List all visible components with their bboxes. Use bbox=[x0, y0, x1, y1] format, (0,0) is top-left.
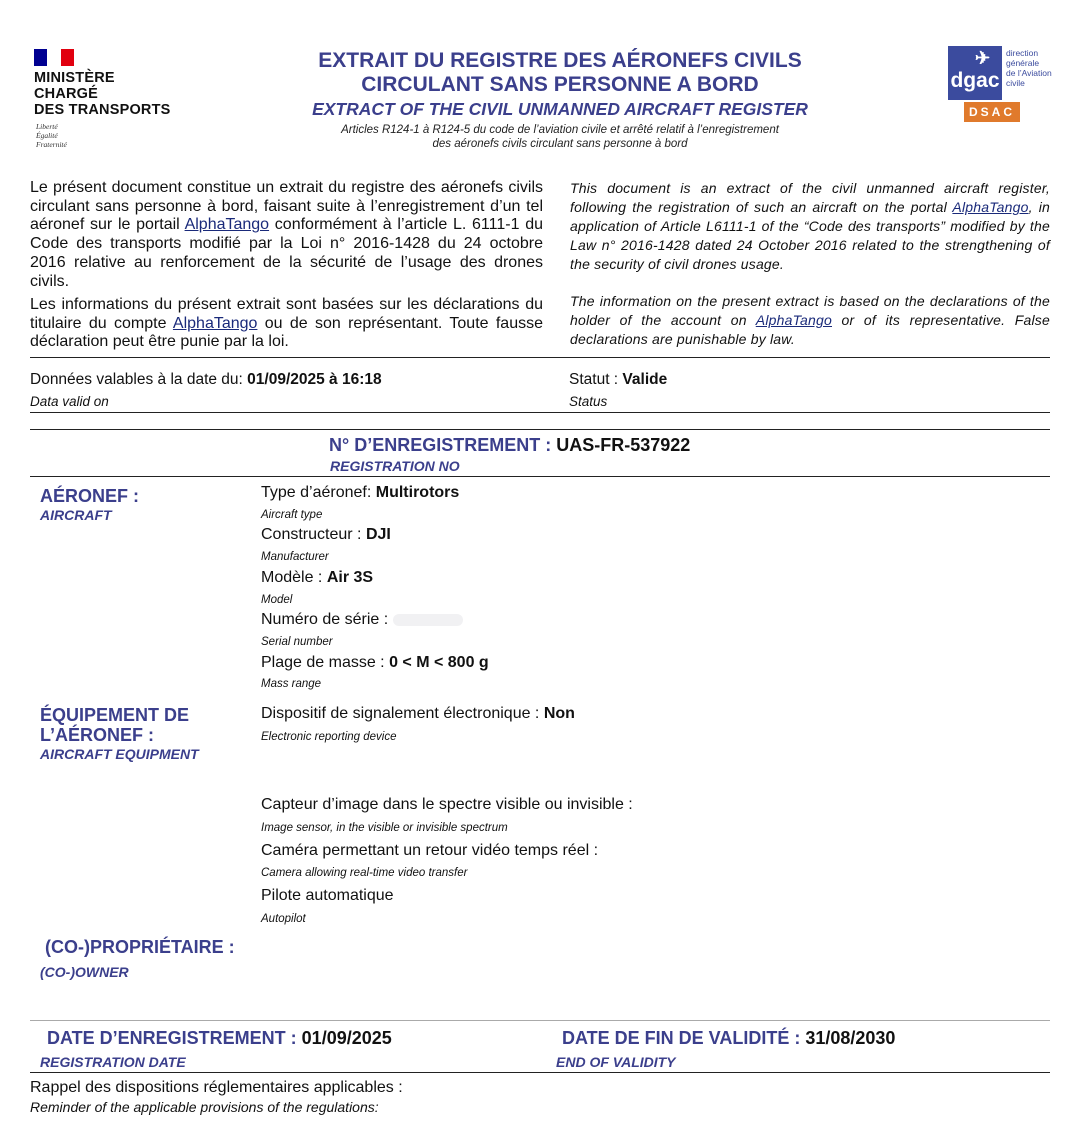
reminder-label-en: Reminder of the applicable provisions of the regulations: bbox=[30, 1099, 379, 1115]
divider bbox=[30, 357, 1050, 358]
divider bbox=[30, 429, 1050, 430]
dsac-tag: DSAC bbox=[964, 102, 1020, 122]
document-title-en: EXTRACT OF THE CIVIL UNMANNED AIRCRAFT REGISTER bbox=[312, 99, 808, 119]
dgac-logo: ✈ dgac bbox=[948, 46, 1002, 100]
status-label-en: Status bbox=[569, 394, 608, 409]
electronic-reporting-field: Dispositif de signalement électronique : Non bbox=[261, 705, 575, 722]
divider bbox=[30, 1072, 1050, 1073]
registration-date: DATE D’ENREGISTREMENT : 01/09/2025 bbox=[47, 1028, 392, 1048]
divider bbox=[30, 1020, 1050, 1021]
republic-motto: Liberté Égalité Fraternité bbox=[36, 122, 67, 149]
data-valid-label-en: Data valid on bbox=[30, 394, 109, 409]
divider bbox=[30, 476, 1050, 477]
mass-range-field: Plage de masse : 0 < M < 800 g bbox=[261, 654, 489, 671]
intro-paragraph-en-1: This document is an extract of the civil unmanned aircraft register, following the registration of such an aircraft on the portal AlphaTango, in application of Article L6111-1 of the “Code des transports” modified by the Law n° 2016-1428 dated 24 October 2016 related to the strengthening of the security of civil drones usage. bbox=[570, 180, 1050, 272]
electronic-reporting-label-en: Electronic reporting device bbox=[261, 731, 397, 743]
registration-date-label-en: REGISTRATION DATE bbox=[40, 1054, 186, 1070]
registration-label-en: REGISTRATION NO bbox=[330, 458, 460, 474]
status-row: Statut : Valide bbox=[569, 371, 668, 388]
intro-paragraph-fr-2: Les informations du présent extrait sont basées sur les déclarations du titulaire du compte AlphaTango ou de son représentant. Toute fausse déclaration peut être punie par la loi. bbox=[30, 296, 544, 351]
intro-paragraph-en-2: The information on the present extract is based on the declarations of the holder of the account on AlphaTango or of its representative. False declarations are punishable by law. bbox=[570, 293, 1050, 347]
alphatango-link[interactable]: AlphaTango bbox=[172, 314, 258, 332]
equipment-section-title-en: AIRCRAFT EQUIPMENT bbox=[40, 746, 199, 762]
aircraft-type-label-en: Aircraft type bbox=[261, 509, 323, 521]
end-of-validity-date: DATE DE FIN DE VALIDITÉ : 31/08/2030 bbox=[562, 1028, 896, 1048]
alphatango-link[interactable]: AlphaTango bbox=[952, 199, 1029, 215]
mass-range-label-en: Mass range bbox=[261, 678, 322, 690]
plane-icon: ✈ bbox=[975, 48, 991, 68]
end-of-validity-label-en: END OF VALIDITY bbox=[556, 1054, 676, 1070]
equipment-section-title: ÉQUIPEMENT DE L’AÉRONEF : bbox=[40, 705, 190, 745]
serial-number-field: Numéro de série : bbox=[261, 611, 463, 629]
ministry-name: MINISTÈRE CHARGÉ DES TRANSPORTS bbox=[34, 70, 171, 118]
image-sensor-field: Capteur d’image dans le spectre visible ou invisible : bbox=[261, 796, 633, 813]
serial-number-label-en: Serial number bbox=[261, 636, 333, 648]
image-sensor-label-en: Image sensor, in the visible or invisible spectrum bbox=[261, 822, 508, 834]
aircraft-type-field: Type d’aéronef: Multirotors bbox=[261, 484, 460, 501]
divider bbox=[30, 412, 1050, 413]
model-label-en: Model bbox=[261, 594, 293, 606]
republic-flag-icon bbox=[34, 49, 74, 66]
manufacturer-label-en: Manufacturer bbox=[261, 551, 329, 563]
manufacturer-field: Constructeur : DJI bbox=[261, 526, 391, 543]
owner-section-title: (CO-)PROPRIÉTAIRE : bbox=[45, 937, 235, 957]
alphatango-link[interactable]: AlphaTango bbox=[755, 312, 832, 328]
data-valid-row: Données valables à la date du: 01/09/2025 à 16:18 bbox=[30, 371, 382, 388]
redacted-serial bbox=[393, 614, 463, 626]
registration-number: N° D’ENREGISTREMENT : UAS-FR-537922 bbox=[329, 435, 691, 455]
camera-label-en: Camera allowing real-time video transfer bbox=[261, 867, 468, 879]
autopilot-field: Pilote automatique bbox=[261, 887, 394, 904]
aircraft-section-title-en: AIRCRAFT bbox=[40, 507, 112, 523]
articles-reference: Articles R124-1 à R124-5 du code de l’aviation civile et arrêté relatif à l’enregistrement des aéronefs civils circulant sans personne à bord bbox=[341, 124, 779, 150]
reminder-label: Rappel des dispositions réglementaires applicables : bbox=[30, 1079, 403, 1096]
camera-field: Caméra permettant un retour vidéo temps réel : bbox=[261, 842, 599, 859]
intro-paragraph-fr-1: Le présent document constitue un extrait du registre des aéronefs civils circulant sans personne à bord, faisant suite à l’enregistrement d’un tel aéronef sur le portail AlphaTango conformément à l’article L. 6111-1 du Code des transports modifié par la Loi n° 2016-1428 du 24 octobre 2016 relative au renforcement de la sécurité de l’usage des drones civils. bbox=[30, 179, 543, 290]
aircraft-section-title: AÉRONEF : bbox=[40, 486, 139, 506]
autopilot-label-en: Autopilot bbox=[261, 913, 306, 925]
owner-section-title-en: (CO-)OWNER bbox=[40, 964, 129, 980]
alphatango-link[interactable]: AlphaTango bbox=[184, 216, 270, 234]
model-field: Modèle : Air 3S bbox=[261, 569, 374, 586]
dgac-caption: direction générale de l’Aviation civile bbox=[1006, 48, 1052, 88]
document-title: EXTRAIT DU REGISTRE DES AÉRONEFS CIVILS CIRCULANT SANS PERSONNE A BORD bbox=[318, 49, 802, 96]
